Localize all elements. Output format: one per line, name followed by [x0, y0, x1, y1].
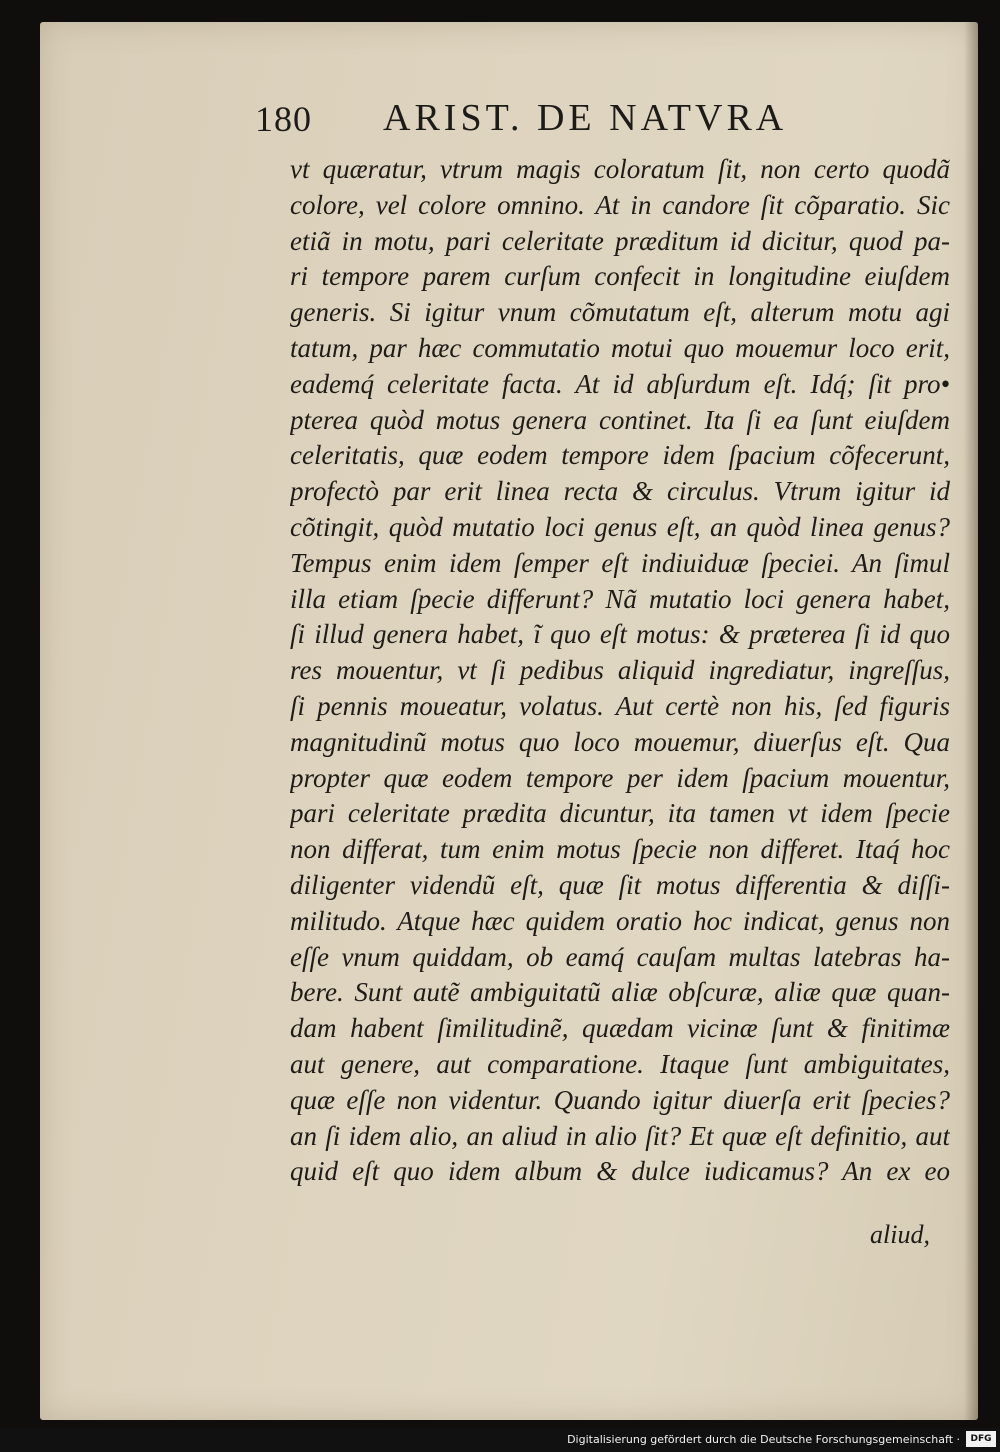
text-line: aut genere, aut comparatione. Itaque ſunt ambiguitates,	[290, 1048, 950, 1079]
text-line: eademq́ celeritate facta. At id abſurdum eſt. Idq́; ſit pro•	[290, 368, 950, 399]
funding-credit: Digitalisierung gefördert durch die Deutsche Forschungsgemeinschaft ·	[567, 1433, 960, 1446]
body-text	[290, 152, 950, 1190]
text-line: res mouentur, vt ſi pedibus aliquid ingrediatur, ingreſſus,	[290, 655, 950, 686]
text-line: etiã in motu, pari celeritate præditum id dicitur, quod pa-	[290, 225, 950, 256]
text-line: tatum, par hæc commutatio motui quo mouemur loco erit,	[290, 332, 950, 363]
text-line: magnitudinũ motus quo loco mouemur, diuerſus eſt. Qua	[290, 726, 950, 757]
text-line: quæ eſſe non videntur. Quando igitur diuerſa erit ſpecies?	[290, 1084, 950, 1115]
text-line: an ſi idem alio, an aliud in alio ſit? Et quæ eſt definitio, aut	[290, 1120, 950, 1151]
text-line: militudo. Atque hæc quidem oratio hoc indicat, genus non	[290, 905, 950, 936]
page-edge-shadow	[964, 22, 978, 1420]
page-number: 180	[255, 99, 312, 139]
text-line: generis. Si igitur vnum cõmutatum eſt, alterum motu agi	[290, 297, 950, 328]
text-line: dam habent ſimilitudinẽ, quædam vicinæ ſunt & finitimæ	[290, 1013, 950, 1044]
text-line: cõtingit, quòd mutatio loci genus eſt, an quòd linea genus?	[290, 511, 950, 542]
text-line: propter quæ eodem tempore per idem ſpacium mouentur,	[290, 762, 950, 793]
text-line: illa etiam ſpecie differunt? Nã mutatio loci genera habet,	[290, 583, 950, 614]
running-title: ARIST. DE NATVRA	[383, 97, 788, 139]
text-line: Tempus enim idem ſemper eſt indiuiduæ ſpeciei. An ſimul	[290, 547, 950, 578]
text-line: diligenter videndũ eſt, quæ ſit motus differentia & diſſi-	[290, 869, 950, 900]
text-line: bere. Sunt autẽ ambiguitatũ aliæ obſcuræ, aliæ quæ quan-	[290, 977, 950, 1008]
text-line: profectò par erit linea recta & circulus. Vtrum igitur id	[290, 476, 950, 507]
text-line: ſi illud genera habet, ĩ quo eſt motus: & præterea ſi id quo	[290, 619, 950, 650]
text-line: pterea quòd motus genera continet. Ita ſi ea ſunt eiuſdem	[290, 404, 950, 435]
text-line: ſi pennis moueatur, volatus. Aut certè non his, ſed figuris	[290, 690, 950, 721]
page-header	[255, 96, 855, 146]
digitization-footer	[0, 1428, 1000, 1452]
text-line: vt quæratur, vtrum magis coloratum ſit, non certo quodã	[290, 154, 950, 184]
text-line: non differat, tum enim motus ſpecie non differet. Itaq́ hoc	[290, 834, 950, 865]
catchword: aliud,	[870, 1220, 930, 1249]
text-line: colore, vel colore omnino. At in candore ſit cõparatio. Sic	[290, 189, 950, 220]
text-line: celeritatis, quæ eodem tempore idem ſpacium cõfecerunt,	[290, 440, 950, 471]
dfg-logo-icon: DFG	[966, 1431, 996, 1447]
text-line: ri tempore parem curſum confecit in longitudine eiuſdem	[290, 261, 950, 292]
text-line: quid eſt quo idem album & dulce iudicamus? An ex eo	[290, 1156, 950, 1187]
text-line: pari celeritate prædita dicuntur, ita tamen vt idem ſpecie	[290, 798, 950, 829]
text-line: eſſe vnum quiddam, ob eamq́ cauſam multas latebras ha-	[290, 941, 950, 972]
